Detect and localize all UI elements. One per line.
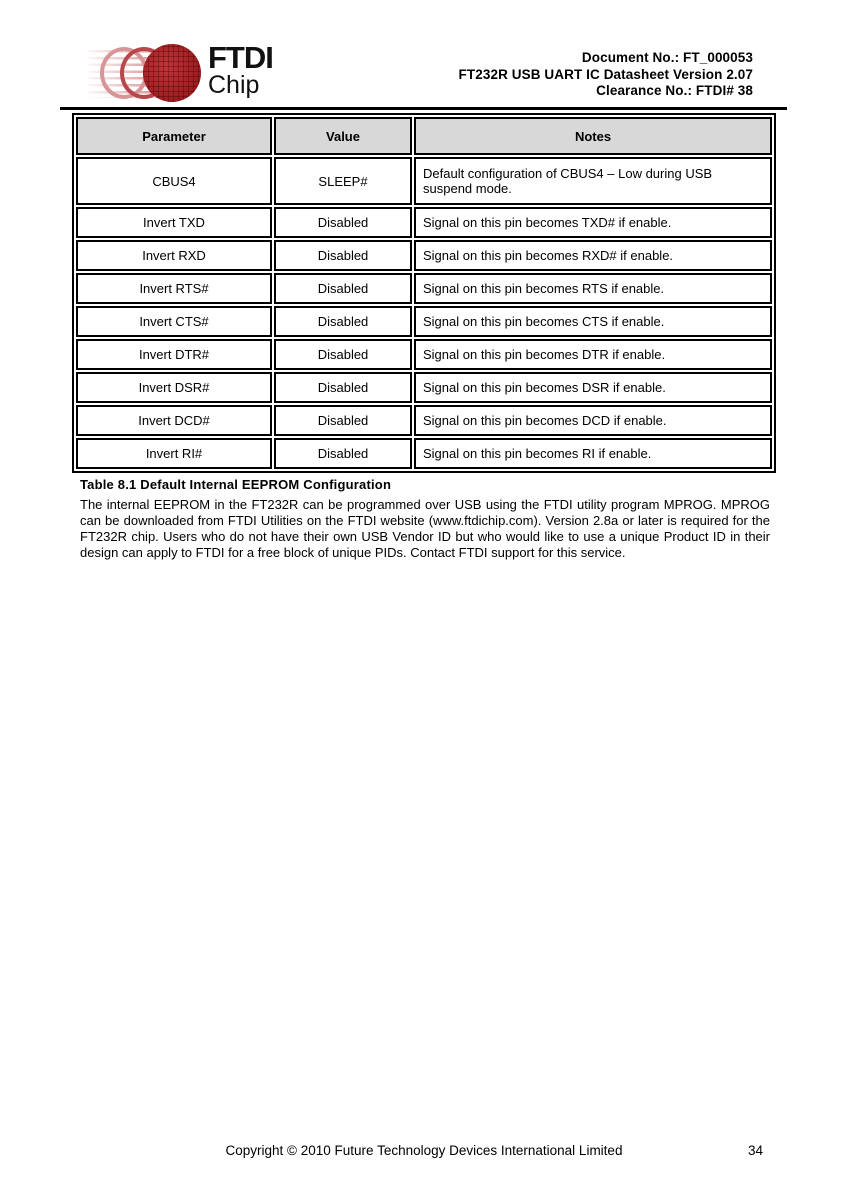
header-divider (60, 107, 787, 110)
cell-notes: Signal on this pin becomes RXD# if enable. (414, 240, 772, 271)
body-paragraph: The internal EEPROM in the FT232R can be programmed over USB using the FTDI utility program MPROG. MPROG can be downloaded from FTDI Utilities on the FTDI website (www.ftdichip.com). Version 2.8a or later is required for the FT232R chip. Users who do not have their own USB Vendor ID but who would like to use a unique Product ID in their design can apply to FTDI for a free block of unique PIDs. Contact FTDI support for this service. (80, 497, 770, 560)
column-header-notes: Notes (414, 117, 772, 155)
logo-sub-text: Chip (208, 71, 260, 99)
cell-value: Disabled (274, 306, 412, 337)
page-number: 34 (747, 1143, 763, 1158)
table-row (76, 207, 772, 238)
column-header-parameter: Parameter (76, 117, 272, 155)
cell-value: Disabled (274, 372, 412, 403)
cell-notes: Signal on this pin becomes RTS if enable. (414, 273, 772, 304)
table-row (76, 438, 772, 469)
table-caption: Table 8.1 Default Internal EEPROM Configuration (80, 477, 392, 492)
table-row (76, 240, 772, 271)
cell-value: Disabled (274, 405, 412, 436)
cell-parameter: Invert CTS# (76, 306, 272, 337)
page-footer (0, 1143, 848, 1158)
table-row (76, 339, 772, 370)
table-row (76, 273, 772, 304)
cell-parameter: Invert TXD (76, 207, 272, 238)
cell-parameter: Invert RTS# (76, 273, 272, 304)
cell-value: Disabled (274, 339, 412, 370)
cell-notes: Signal on this pin becomes TXD# if enable. (414, 207, 772, 238)
document-number: Document No.: FT_000053 (581, 50, 753, 65)
cell-notes: Signal on this pin becomes DSR if enable. (414, 372, 772, 403)
table-row (76, 405, 772, 436)
cell-value: Disabled (274, 438, 412, 469)
cell-value: SLEEP# (274, 157, 412, 205)
cell-parameter: Invert RI# (76, 438, 272, 469)
cell-notes: Signal on this pin becomes DCD if enable. (414, 405, 772, 436)
table-header-row (76, 117, 772, 155)
cell-parameter: Invert DTR# (76, 339, 272, 370)
table-row (76, 372, 772, 403)
cell-parameter: Invert RXD (76, 240, 272, 271)
document-title: FT232R USB UART IC Datasheet Version 2.07 (458, 66, 753, 82)
cell-parameter: Invert DSR# (76, 372, 272, 403)
table-row (76, 306, 772, 337)
cell-value: Disabled (274, 240, 412, 271)
cell-value: Disabled (274, 207, 412, 238)
column-header-value: Value (274, 117, 412, 155)
eeprom-config-table (72, 113, 776, 473)
copyright-text: Copyright © 2010 Future Technology Devices International Limited (225, 1143, 623, 1158)
table-row (76, 157, 772, 205)
clearance-number: Clearance No.: FTDI# 38 (596, 83, 753, 98)
cell-parameter: CBUS4 (76, 157, 272, 205)
cell-notes: Signal on this pin becomes RI if enable. (414, 438, 772, 469)
cell-notes: Signal on this pin becomes CTS if enable. (414, 306, 772, 337)
cell-value: Disabled (274, 273, 412, 304)
cell-parameter: Invert DCD# (76, 405, 272, 436)
cell-notes: Signal on this pin becomes DTR if enable. (414, 339, 772, 370)
cell-notes: Default configuration of CBUS4 – Low during USB suspend mode. (414, 157, 772, 205)
logo-brand-text: FTDI (208, 40, 273, 75)
document-header (0, 50, 753, 100)
